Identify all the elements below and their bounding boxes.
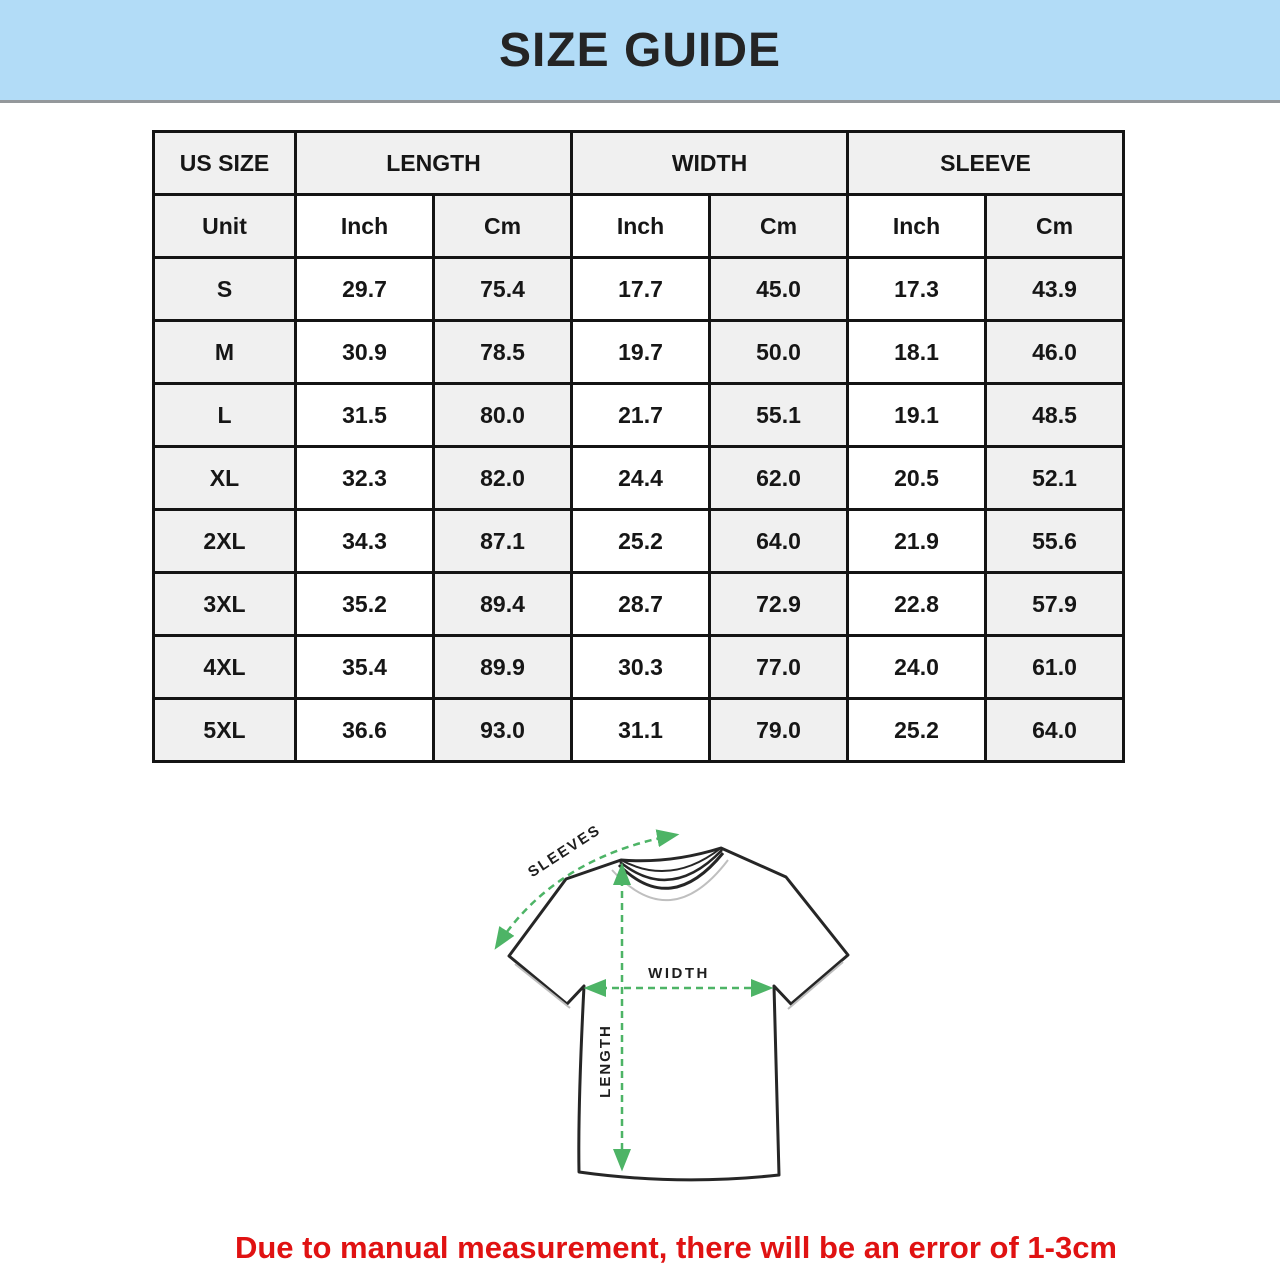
value-cell: 78.5 [434,321,572,384]
value-cell: 82.0 [434,447,572,510]
value-cell: 34.3 [296,510,434,573]
table-header-row [154,132,1124,195]
value-cell: 20.5 [848,447,986,510]
value-cell: 25.2 [572,510,710,573]
table-row [154,510,1124,573]
table-row [154,447,1124,510]
value-cell: 21.7 [572,384,710,447]
value-cell: 87.1 [434,510,572,573]
value-cell: 80.0 [434,384,572,447]
size-cell: S [154,258,296,321]
value-cell: 19.1 [848,384,986,447]
value-cell: 29.7 [296,258,434,321]
value-cell: 61.0 [986,636,1124,699]
value-cell: 46.0 [986,321,1124,384]
value-cell: 64.0 [710,510,848,573]
value-cell: 52.1 [986,447,1124,510]
value-cell: 55.6 [986,510,1124,573]
value-cell: 30.9 [296,321,434,384]
value-cell: 32.3 [296,447,434,510]
unit-cell: Cm [434,195,572,258]
value-cell: 18.1 [848,321,986,384]
size-cell: 3XL [154,573,296,636]
value-cell: 72.9 [710,573,848,636]
unit-row [154,195,1124,258]
unit-cell: Inch [296,195,434,258]
measurement-error-note: Due to manual measurement, there will be an error of 1-3cm [234,1230,1118,1265]
table-row [154,321,1124,384]
value-cell: 89.9 [434,636,572,699]
value-cell: 36.6 [296,699,434,762]
col-header-length: LENGTH [296,132,572,195]
value-cell: 79.0 [710,699,848,762]
value-cell: 17.7 [572,258,710,321]
value-cell: 55.1 [710,384,848,447]
size-cell: M [154,321,296,384]
value-cell: 19.7 [572,321,710,384]
table-row [154,384,1124,447]
value-cell: 93.0 [434,699,572,762]
table-row [154,573,1124,636]
value-cell: 57.9 [986,573,1124,636]
value-cell: 43.9 [986,258,1124,321]
table-row [154,636,1124,699]
value-cell: 48.5 [986,384,1124,447]
size-cell: 2XL [154,510,296,573]
tshirt-measurement-diagram [470,815,890,1220]
value-cell: 31.1 [572,699,710,762]
value-cell: 62.0 [710,447,848,510]
value-cell: 89.4 [434,573,572,636]
value-cell: 28.7 [572,573,710,636]
unit-cell: Inch [572,195,710,258]
table-row [154,699,1124,762]
value-cell: 24.0 [848,636,986,699]
page-title: SIZE GUIDE [498,23,782,77]
size-cell: 5XL [154,699,296,762]
value-cell: 22.8 [848,573,986,636]
value-cell: 75.4 [434,258,572,321]
col-header-us-size: US SIZE [154,132,296,195]
table-row [154,258,1124,321]
value-cell: 21.9 [848,510,986,573]
col-header-sleeve: SLEEVE [848,132,1124,195]
value-cell: 77.0 [710,636,848,699]
unit-cell: Cm [710,195,848,258]
col-header-width: WIDTH [572,132,848,195]
unit-label-cell: Unit [154,195,296,258]
value-cell: 31.5 [296,384,434,447]
length-label: LENGTH [597,1024,614,1098]
tshirt-diagram-svg [470,815,890,1220]
size-table [152,130,1125,763]
value-cell: 64.0 [986,699,1124,762]
tshirt-outline [509,848,848,1180]
sleeves-label: SLEEVES [525,821,605,882]
size-cell: 4XL [154,636,296,699]
value-cell: 45.0 [710,258,848,321]
size-cell: XL [154,447,296,510]
value-cell: 24.4 [572,447,710,510]
value-cell: 30.3 [572,636,710,699]
width-label: WIDTH [648,965,710,982]
value-cell: 35.2 [296,573,434,636]
size-table-body [154,258,1124,762]
value-cell: 25.2 [848,699,986,762]
unit-cell: Inch [848,195,986,258]
unit-cell: Cm [986,195,1124,258]
value-cell: 35.4 [296,636,434,699]
size-guide-banner [0,0,1280,103]
value-cell: 17.3 [848,258,986,321]
value-cell: 50.0 [710,321,848,384]
size-cell: L [154,384,296,447]
